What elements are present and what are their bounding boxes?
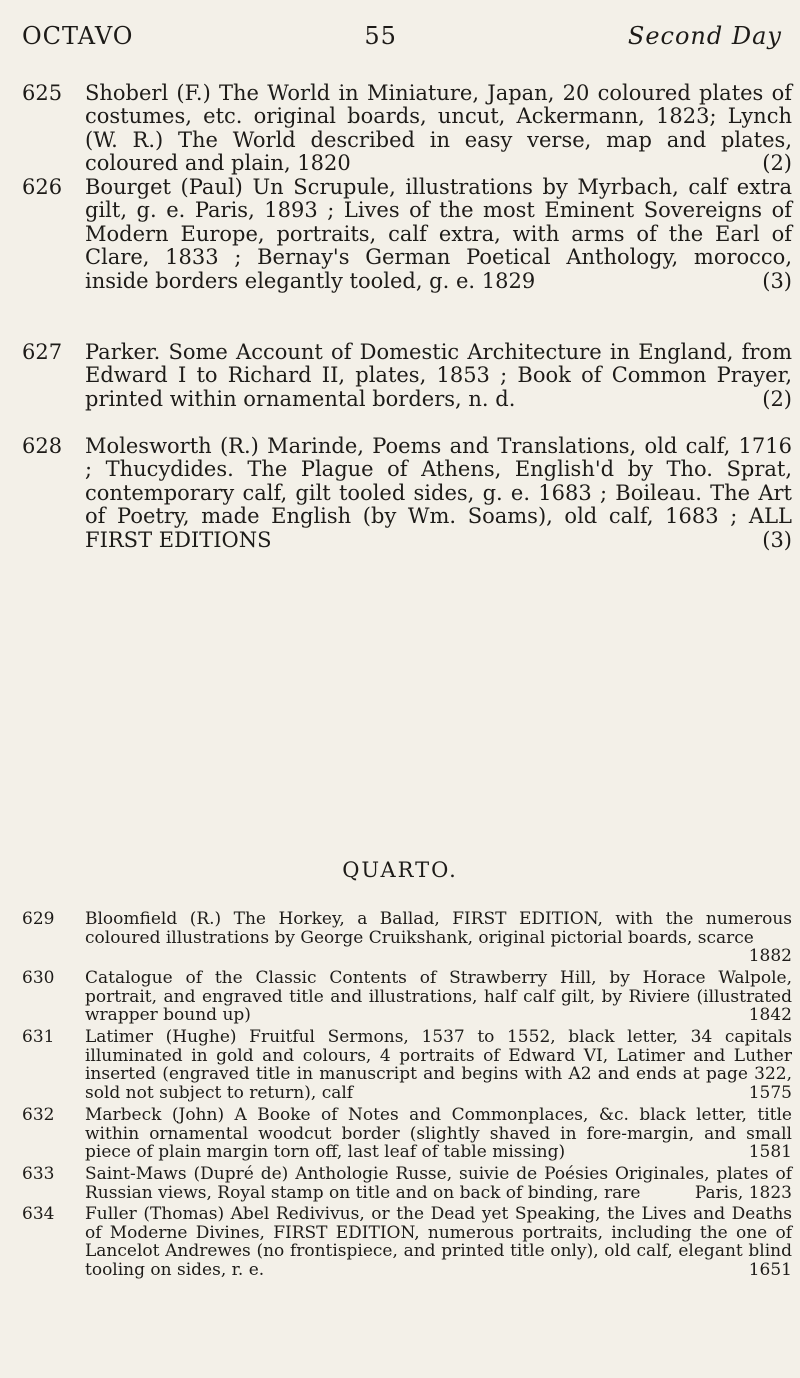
entry-description: Catalogue of the Classic Contents of Strawberry Hill, by Horace Walpole, portrait, and engraved title and illustrations, half calf gilt, by Riviere (illustrated wrapper bound up) xyxy=(85,968,792,1026)
lot-number: 634 xyxy=(22,1204,55,1224)
entry-description: Marbeck (John) A Booke of Notes and Commonplaces, &c. black letter, title within ornamental woodcut border (slightly shaved in fore-margin, and small piece of plain margin torn off, last leaf of table missing) xyxy=(85,1105,792,1163)
entry-text xyxy=(85,1106,792,1162)
entry-description: Bloomfield (R.) The Horkey, a Ballad, FIRST EDITION, with the numerous coloured illustrations by George Cruikshank, original pictorial boards, scarce xyxy=(85,909,792,948)
entry-text xyxy=(85,1205,792,1280)
entry-tail: 1842 xyxy=(748,1005,792,1026)
catalogue-entry xyxy=(22,910,792,966)
page-header xyxy=(22,22,782,50)
lot-number: 628 xyxy=(22,434,63,458)
entry-tail: (3) xyxy=(762,527,792,552)
entry-tail: (2) xyxy=(762,386,792,411)
entry-text xyxy=(85,435,792,552)
lot-number: 633 xyxy=(22,1164,55,1184)
entry-tail: (3) xyxy=(762,268,792,293)
entry-text xyxy=(85,82,792,176)
lot-number: 629 xyxy=(22,909,55,929)
entry-description: Fuller (Thomas) Abel Redivivus, or the Dead yet Speaking, the Lives and Deaths of Moderne Divines, FIRST EDITION, numerous portraits, including the one of Lancelot Andrewes (no frontispiece, and printed title only), old calf, elegant blind tooling on sides, r. e. xyxy=(85,1204,792,1281)
catalogue-entry xyxy=(22,1106,792,1162)
catalogue-entry xyxy=(22,341,792,411)
section-title: QUARTO. xyxy=(342,858,458,882)
entry-text xyxy=(85,1028,792,1103)
entry-tail: (2) xyxy=(762,151,792,176)
entry-description: Parker. Some Account of Domestic Architecture in England, from Edward I to Richard II, plates, 1853 ; Book of Common Prayer, printed within ornamental borders, n. d. xyxy=(85,340,792,411)
entry-description: Bourget (Paul) Un Scrupule, illustrations by Myrbach, calf extra gilt, g. e. Paris, 1893 ; Lives of the most Eminent Sovereigns of Modern Europe, portraits, calf extra, with arms of the Earl of Clare, 1833 ; Bernay's German Poetical Anthology, morocco, inside borders elegantly tooled, g. e. 1829 xyxy=(85,175,792,293)
lot-number: 627 xyxy=(22,340,63,364)
lot-number: 626 xyxy=(22,175,63,199)
lot-number: 630 xyxy=(22,968,55,988)
catalogue-entry xyxy=(22,1028,792,1103)
entry-description: Latimer (Hughe) Fruitful Sermons, 1537 to 1552, black letter, 34 capitals illuminated in gold and colours, 4 portraits of Edward VI, Latimer and Luther inserted (engraved title in manuscript and begins with A2 and ends at page 322, sold not subject to return), calf xyxy=(85,1027,792,1104)
entry-tail: 1575 xyxy=(748,1083,792,1104)
entry-text xyxy=(85,341,792,411)
catalogue-entry xyxy=(22,1205,792,1280)
entry-text xyxy=(85,1165,792,1202)
header-left: OCTAVO xyxy=(22,22,134,50)
catalogue-entry xyxy=(22,435,792,552)
entry-description: Saint-Maws (Dupré de) Anthologie Russe, suivie de Poésies Originales, plates of Russian views, Royal stamp on title and on back of binding, rare xyxy=(85,1164,792,1203)
entry-description: Shoberl (F.) The World in Miniature, Japan, 20 coloured plates of costumes, etc. original boards, uncut, Ackermann, 1823; Lynch (W. R.) The World described in easy verse, map and plates, coloured and plain, 1820 xyxy=(85,81,792,176)
entry-text xyxy=(85,176,792,293)
entry-tail: 1882 xyxy=(748,946,792,967)
page-number: 55 xyxy=(364,22,397,50)
entry-text xyxy=(85,909,792,967)
entry-tail: 1581 xyxy=(748,1142,792,1163)
entry-description: Molesworth (R.) Marinde, Poems and Translations, old calf, 1716 ; Thucydides. The Plague of Athens, English'd by Tho. Sprat, contemporary calf, gilt tooled sides, g. e. 1683 ; Boileau. The Art of Poetry, made English (by Wm. Soams), old calf, 1683 ; ALL FIRST EDITIONS xyxy=(85,434,792,552)
lot-number: 632 xyxy=(22,1105,55,1125)
lot-number: 631 xyxy=(22,1027,55,1047)
catalogue-entry xyxy=(22,82,792,176)
lot-number: 625 xyxy=(22,81,63,105)
catalogue-entry xyxy=(22,176,792,293)
catalogue-entry xyxy=(22,969,792,1025)
entry-text xyxy=(85,969,792,1025)
entry-tail: Paris, 1823 xyxy=(694,1182,792,1203)
entry-tail: 1651 xyxy=(748,1260,792,1281)
catalogue-entry xyxy=(22,1165,792,1202)
header-right: Second Day xyxy=(627,22,782,50)
